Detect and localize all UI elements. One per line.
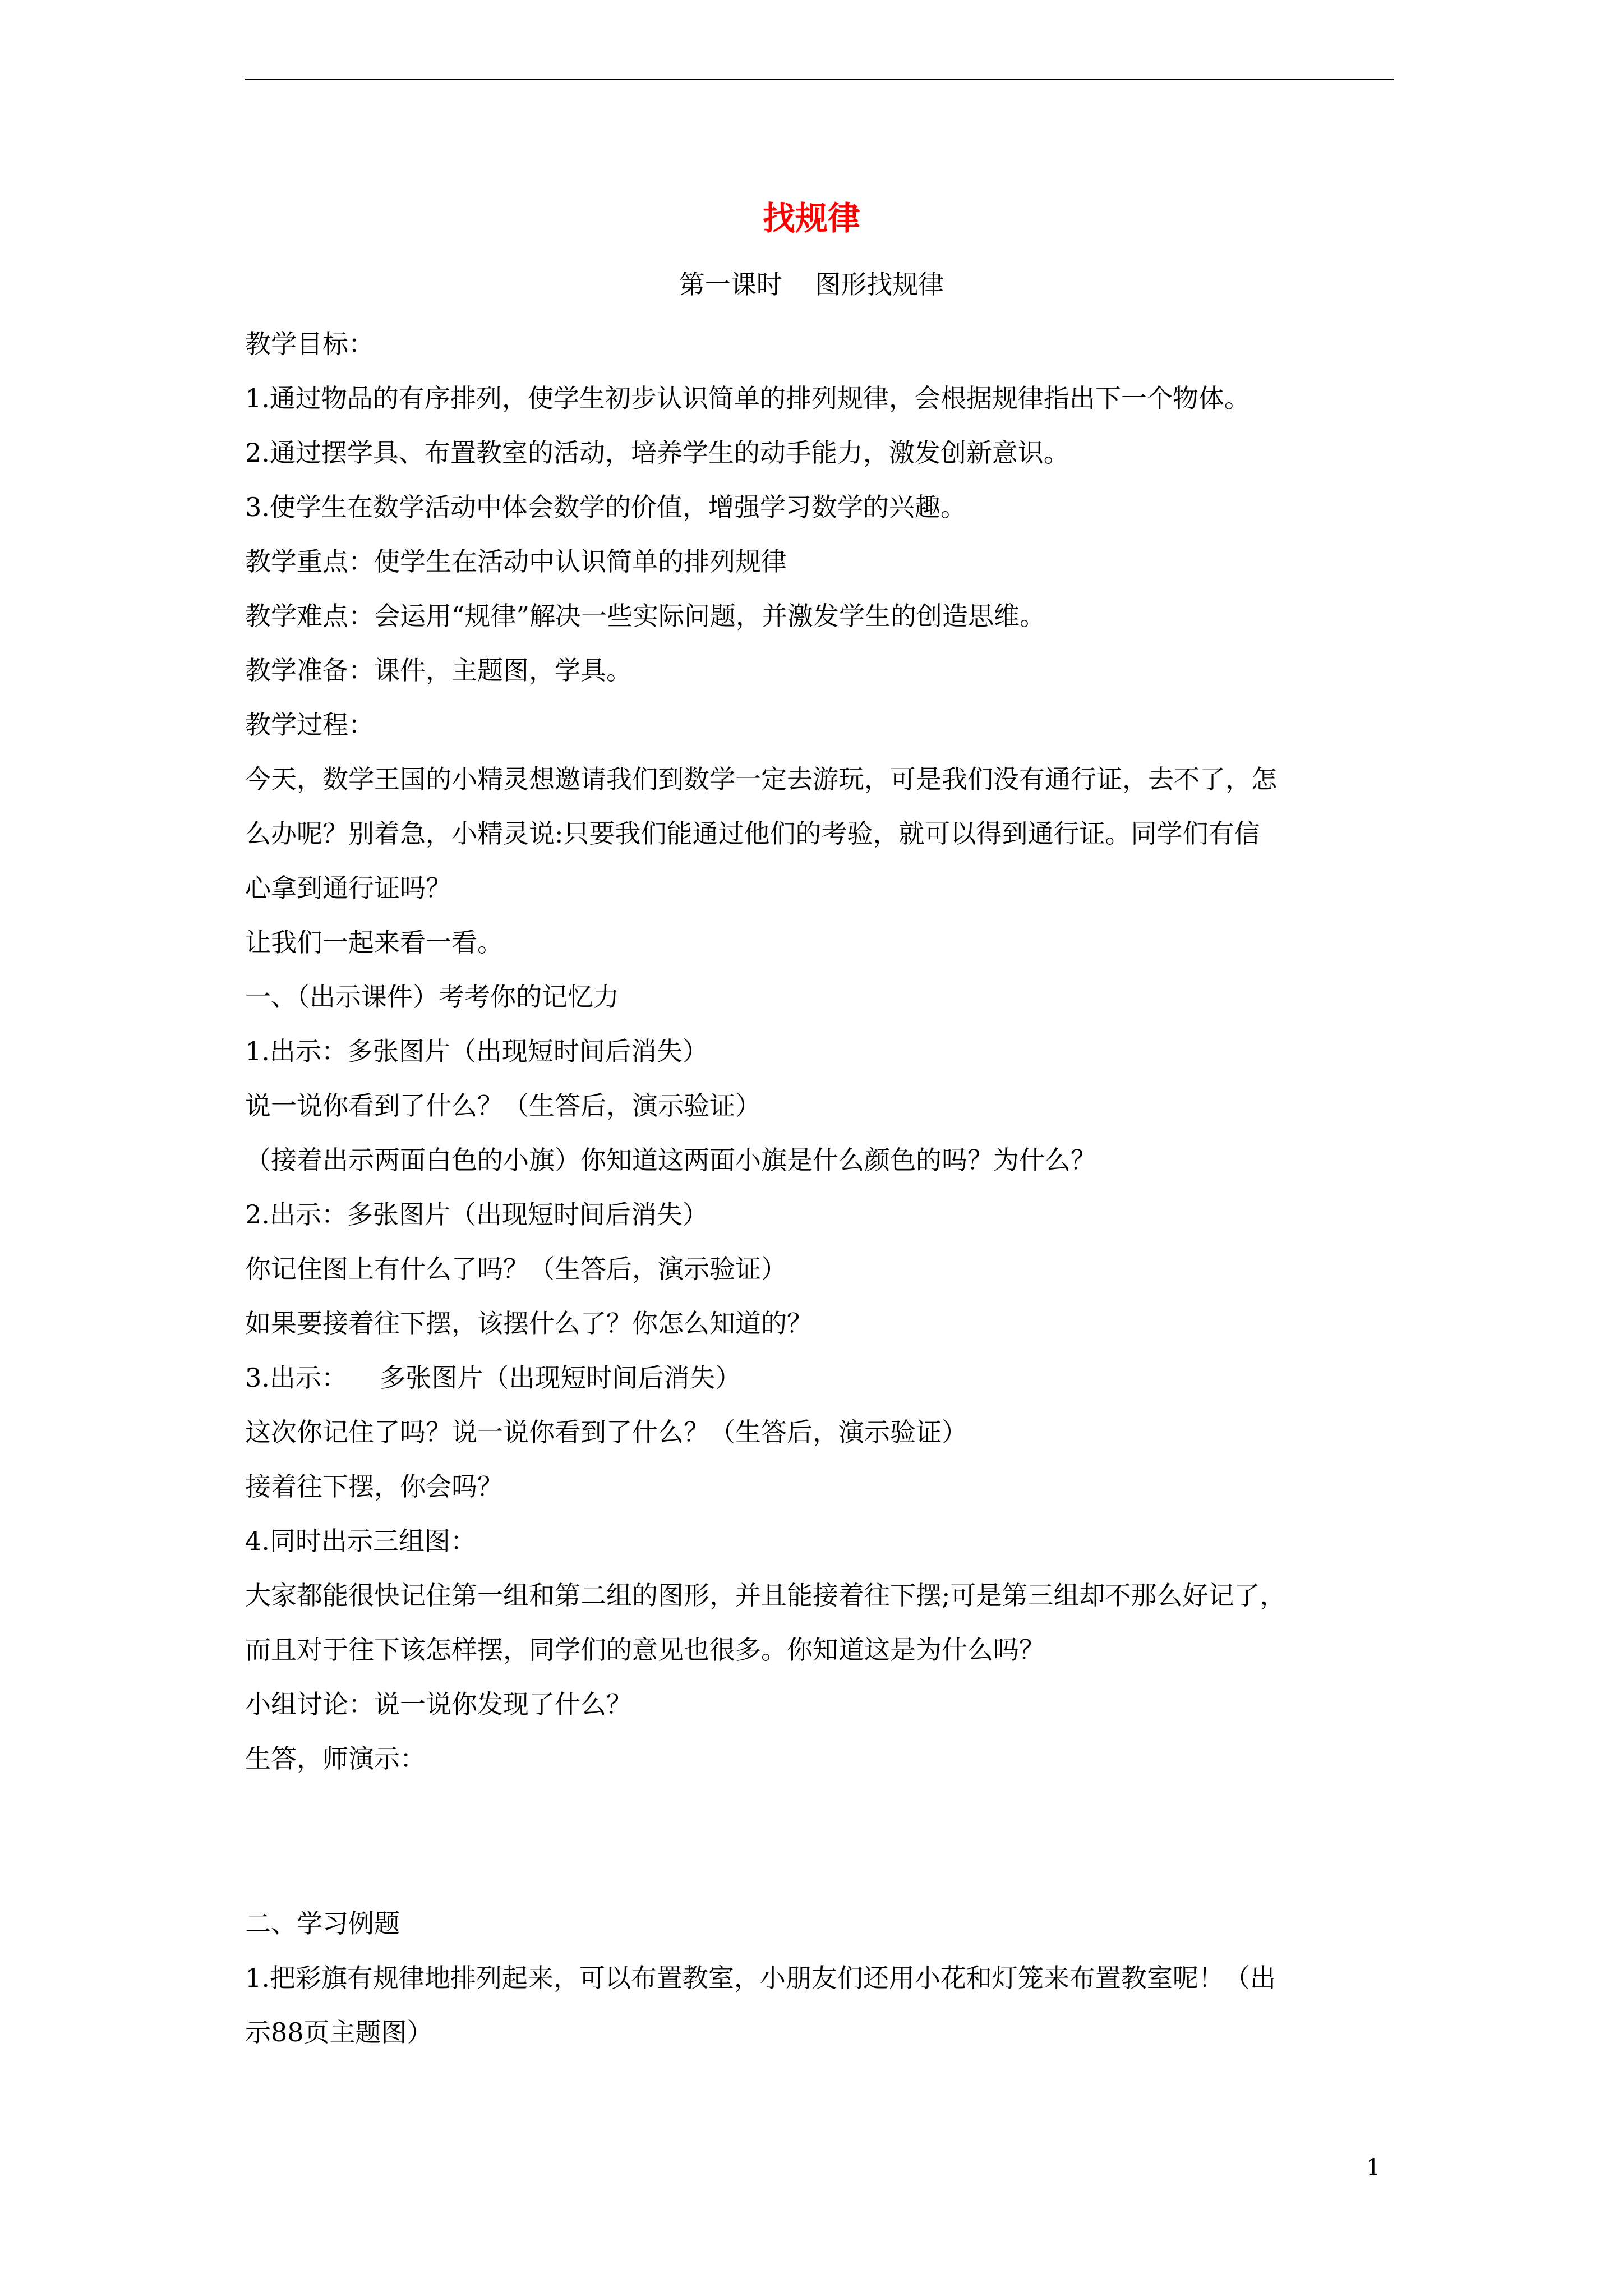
text-line: （接着出示两面白色的小旗）你知道这两面小旗是什么颜色的吗？为什么？ [245,1145,1096,1175]
text-line: 教学准备：课件，主题图，学具。 [245,655,632,685]
text-line: 生答，师演示： [245,1743,426,1774]
text-line: 么办呢？别着急，小精灵说:只要我们能通过他们的考验，就可以得到通行证。同学们有信 [245,818,1260,849]
text-line: 1.通过物品的有序排列，使学生初步认识简单的排列规律，会根据规律指出下一个物体。 [245,383,1250,413]
text-line: 教学过程： [245,710,374,740]
header-rule [245,79,1394,80]
text-line: 3.出示： 多张图片（出现短时间后消失） [245,1363,741,1393]
text-line: 如果要接着往下摆，该摆什么了？你怎么知道的？ [245,1308,813,1338]
text-line: 1.把彩旗有规律地排列起来，可以布置教室，小朋友们还用小花和灯笼来布置教室呢！（出 [245,1963,1276,1993]
text-line: 教学重点：使学生在活动中认识简单的排列规律 [245,546,787,577]
text-line: 你记住图上有什么了吗？（生答后，演示验证） [245,1254,787,1284]
document-title: 找规律 [762,199,860,237]
text-line: 1.出示：多张图片（出现短时间后消失） [245,1036,708,1066]
text-line: 这次你记住了吗？说一说你看到了什么？（生答后，演示验证） [245,1417,967,1447]
text-line: 而且对于往下该怎样摆，同学们的意见也很多。你知道这是为什么吗？ [245,1635,1045,1665]
section-heading: 二、学习例题 [245,1908,400,1939]
text-line: 教学难点：会运用“规律”解决一些实际问题，并激发学生的创造思维。 [245,601,1046,631]
text-line: 让我们一起来看一看。 [245,927,503,958]
document-subtitle: 第一课时 图形找规律 [679,269,944,300]
text-line: 示88页主题图） [245,2017,433,2047]
text-line: 2.通过摆学具、布置教室的活动，培养学生的动手能力，激发创新意识。 [245,438,1069,468]
text-line: 小组讨论：说一说你发现了什么？ [245,1689,632,1719]
text-line: 心拿到通行证吗？ [245,873,451,903]
text-line: 说一说你看到了什么？（生答后，演示验证） [245,1091,761,1121]
text-line: 大家都能很快记住第一组和第二组的图形，并且能接着往下摆;可是第三组却不那么好记了， [245,1580,1286,1611]
text-line: 3.使学生在数学活动中体会数学的价值，增强学习数学的兴趣。 [245,492,966,522]
section-heading: 一、（出示课件）考考你的记忆力 [245,982,619,1012]
text-line: 接着往下摆，你会吗？ [245,1471,503,1502]
text-line: 教学目标： [245,329,374,359]
text-line: 2.出示：多张图片（出现短时间后消失） [245,1199,708,1230]
page-number: 1 [1366,2155,1381,2180]
text-line: 今天，数学王国的小精灵想邀请我们到数学一定去游玩，可是我们没有通行证，去不了，怎 [245,764,1277,794]
text-line: 4.同时出示三组图： [245,1526,476,1556]
